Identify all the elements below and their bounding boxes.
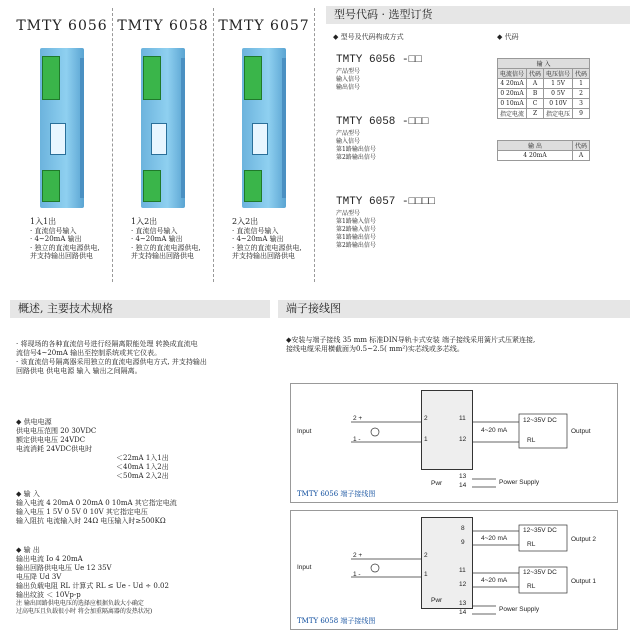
output2-label: Output 2: [571, 536, 596, 543]
product-title: TMTY 6058: [117, 18, 209, 34]
product-desc: 1入1出 · 直流信号输入 · 4~20mA 输出 · 独立的直流电源供电, 并支持输出回路供电: [30, 217, 100, 260]
terminal-label: 2 +: [353, 415, 363, 422]
product-card-6056: [12, 8, 113, 282]
range-label: 4~20 mA: [481, 427, 508, 434]
wiring-header: 端子接线图: [278, 300, 630, 318]
terminal-label: 1 -: [353, 571, 361, 578]
power-supply-label: Power Supply: [499, 606, 540, 613]
terminal-label: 12: [459, 581, 467, 588]
pwr-label: Pwr: [431, 597, 443, 604]
wiring-note: ◆安装与端子接线 35 mm 标准DIN导轨卡式安装 端子接线采用簧片式压紧连接, 接线电缆采用横截面为0.5~2.5( mm²)实芯线或多芯线。: [286, 336, 536, 353]
power-spec: ◆ 供电电源 供电电压范围 20 30VDC 额定供电电压 24VDC 电流消耗 24VDC供电时 ＜22mA 1入1出 ＜40mA 1入2出 ＜50mA 2入2出: [16, 418, 169, 480]
terminal-label: 11: [459, 567, 466, 574]
input-label: Input: [297, 564, 312, 571]
power-supply-label: Power Supply: [499, 479, 540, 486]
model-code-header: 型号代码 · 选型订货: [326, 6, 630, 24]
dc-label: 12~35V DC: [523, 569, 557, 576]
terminal-label: 2: [424, 415, 428, 422]
model-6056-code: TMTY 6056 -□□ 产品型号 输入信号 输出信号: [336, 54, 422, 91]
output1-label: Output 1: [571, 578, 596, 585]
terminal-label: 12: [459, 436, 467, 443]
model-sub-heading: ◆ 型号及代码构成方式: [333, 33, 404, 41]
range-label: 4~20 mA: [481, 577, 508, 584]
product-desc: 2入2出 · 直流信号输入 · 4~20mA 输出 · 独立的直流电源供电, 并支持输出回路供电: [232, 217, 302, 260]
terminal-label: 11: [459, 415, 466, 422]
terminal-label: 2: [424, 552, 428, 559]
terminal-label: 1 -: [353, 436, 361, 443]
output-label: Output: [571, 428, 591, 435]
model-6058-code: TMTY 6058 -□□□ 产品型号 输入信号 第1路输出信号 第2路输出信号: [336, 116, 429, 161]
output-spec: ◆ 输 出 输出电流 Io 4 20mA 输出回路供电电压 Ue 12 35V 电压降 Ud 3V 输出负载电阻 RL 计算式 RL ≤ Ue - Ud ÷ 0.02 输出纹波 ＜ 10Vp-p 注 输出回路供电电压的选择应根据负载大小确定 过高电压且负载很小时 将会加重隔离器的发热状况): [16, 546, 169, 615]
terminal-label: 2 +: [353, 552, 363, 559]
diagram-caption: TMTY 6058 端子接线图: [297, 617, 376, 625]
dc-label: 12~35V DC: [523, 527, 557, 534]
rl-label: RL: [527, 437, 536, 444]
pwr-label: Pwr: [431, 480, 443, 487]
wiring-diagram-6058: [290, 510, 618, 630]
input-code-table: 输 入 电流信号 代码 电压信号 代码 4 20mA A 1 5V 1 0 20mA B 0 5V 2 0 10mA C 0 10V 3 指定电流 Z 指定电压 9: [497, 58, 590, 119]
terminal-label: 14: [459, 609, 467, 616]
output-code-table: 输 出 代码 4 20mA A: [497, 140, 590, 161]
range-label: 4~20 mA: [481, 535, 508, 542]
rl-label: RL: [527, 583, 536, 590]
terminal-label: 13: [459, 600, 467, 607]
terminal-label: 1: [424, 571, 428, 578]
isolator-block: [421, 390, 473, 470]
module-image: [40, 48, 84, 208]
isolator-block: [421, 517, 473, 609]
model-6057-code: TMTY 6057 -□□□□ 产品型号 第1路输入信号 第2路输入信号 第1路输出信号 第2路输出信号: [336, 196, 436, 249]
product-card-6058: [113, 8, 214, 282]
terminal-label: 8: [461, 525, 465, 532]
product-title: TMTY 6057: [218, 18, 310, 34]
overview-header: 概述, 主要技术规格: [10, 300, 270, 318]
overview-intro: · 将现场的各种直流信号进行经隔离限能处理 转换成直流电 流信号4~20mA 输出至控制系统或其它仪表。 · 该直流信号隔离器采用独立的直流电源供电方式, 并支持输出 回路供电 供电电源 输入 输出之间隔离。: [16, 340, 207, 375]
terminal-label: 13: [459, 473, 467, 480]
input-spec: ◆ 输 入 输入电流 4 20mA 0 20mA 0 10mA 其它指定电流 输入电压 1 5V 0 5V 0 10V 其它指定电压 输入阻抗 电流输入时 24Ω 电压输入时≥500KΩ: [16, 490, 177, 525]
product-desc: 1入2出 · 直流信号输入 · 4~20mA 输出 · 独立的直流电源供电, 并支持输出回路供电: [131, 217, 201, 260]
module-image: [141, 48, 185, 208]
terminal-label: 9: [461, 539, 465, 546]
rl-label: RL: [527, 541, 536, 548]
dc-label: 12~35V DC: [523, 417, 557, 424]
wiring-diagram-6056: [290, 383, 618, 503]
code-sub-heading: ◆ 代码: [497, 33, 519, 41]
product-title: TMTY 6056: [16, 18, 108, 34]
module-image: [242, 48, 286, 208]
input-label: Input: [297, 428, 312, 435]
diagram-caption: TMTY 6056 端子接线图: [297, 490, 376, 498]
product-card-6057: [214, 8, 315, 282]
terminal-label: 1: [424, 436, 428, 443]
terminal-label: 14: [459, 482, 467, 489]
